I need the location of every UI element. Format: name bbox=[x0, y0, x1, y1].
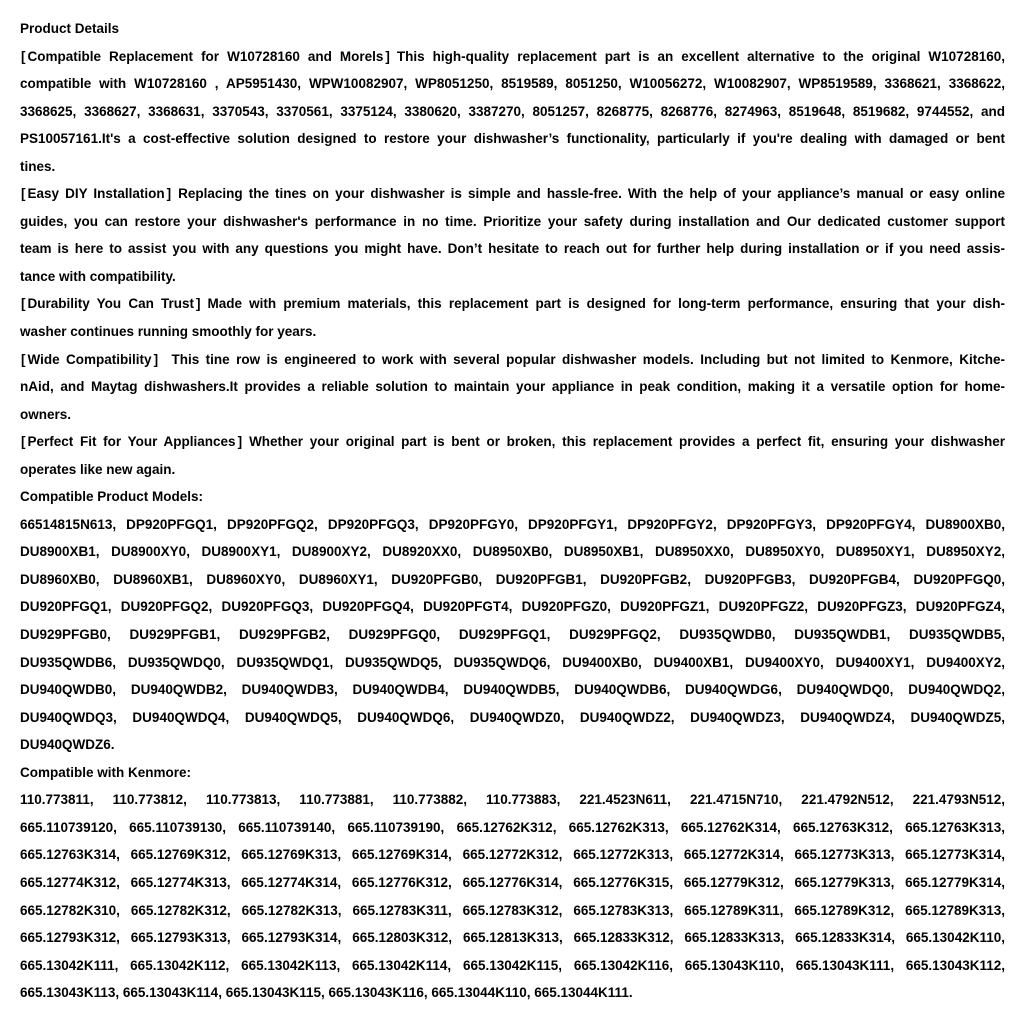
models-line-7: DU940QWDB0, DU940QWDB2, DU940QWDB3, DU940QWDB4, DU940QWDB5, DU940QWDB6, DU940QWDG6, DU940QWDQ0, DU940QWDQ2, bbox=[20, 682, 1005, 698]
right-lenticular-bracket: ] bbox=[166, 186, 172, 202]
models-line-2: DU8900XB1, DU8900XY0, DU8900XY1, DU8900XY2, DU8920XX0, DU8950XB0, DU8950XB1, DU8950XX0, DU8950XY0, DU8950XY1, DU8950XY2, bbox=[20, 544, 1005, 560]
models-line-3: DU8960XB0, DU8960XB1, DU8960XY0, DU8960XY1, DU920PFGB0, DU920PFGB1, DU920PFGB2, DU920PFGB3, DU920PFGB4, DU920PFGQ0, bbox=[20, 571, 1005, 587]
kenmore-line-3: 665.12763K314, 665.12769K312, 665.12769K313, 665.12769K314, 665.12772K312, 665.12772K313, 665.12772K314, 665.12773K313, 665.12773K314, bbox=[20, 847, 1005, 863]
bullet-easy-diy-installation-line-3: team is here to assist you with any questions you might have. Don’t hesitate to reach out for further help during installation or if you need assis- bbox=[20, 241, 1005, 257]
models-line-1: 66514815N613, DP920PFGQ1, DP920PFGQ2, DP920PFGQ3, DP920PFGY0, DP920PFGY1, DP920PFGY2, DP920PFGY3, DP920PFGY4, DU8900XB0, bbox=[20, 516, 1005, 532]
kenmore-line-1: 110.773811, 110.773812, 110.773813, 110.773881, 110.773882, 110.773883, 221.4523N611, 221.4715N710, 221.4792N512, 221.4793N512, bbox=[20, 792, 1005, 808]
right-lenticular-bracket: ] bbox=[385, 48, 390, 64]
bullet-compatible-replacement-line-3: 3368625, 3368627, 3368631, 3370543, 3370561, 3375124, 3380620, 3387270, 8051257, 8268775, 8268776, 8274963, 8519648, 8519682, 9744552, and bbox=[20, 103, 1005, 119]
models-line-8: DU940QWDQ3, DU940QWDQ4, DU940QWDQ5, DU940QWDQ6, DU940QWDZ0, DU940QWDZ2, DU940QWDZ3, DU940QWDZ4, DU940QWDZ5, bbox=[20, 709, 1005, 725]
left-lenticular-bracket: [ bbox=[21, 48, 26, 64]
bullet-perfect-fit-line-2: operates like new again. bbox=[20, 461, 176, 477]
right-lenticular-bracket: ] bbox=[237, 434, 243, 450]
bullet-compatible-replacement-line-2: compatible with W10728160 , AP5951430, WPW10082907, WP8051250, 8519589, 8051250, W10056272, W10082907, WP8519589, 3368621, 3368622, bbox=[20, 76, 1005, 92]
bullet-easy-diy-installation-line-1: [ Easy DIY Installation ] Replacing the tines on your dishwasher is simple and hassle-free. With the help of your appliance’s manual or easy online bbox=[21, 186, 1005, 202]
models-line-5: DU929PFGB0, DU929PFGB1, DU929PFGB2, DU929PFGQ0, DU929PFGQ1, DU929PFGQ2, DU935QWDB0, DU935QWDB1, DU935QWDB5, bbox=[20, 627, 1005, 643]
bullet-easy-diy-installation-line-4: tance with compatibility. bbox=[20, 268, 176, 284]
bullet-durability-line-2: washer continues running smoothly for years. bbox=[20, 324, 317, 340]
bullet-wide-compatibility-line-3: owners. bbox=[20, 406, 72, 422]
models-line-6: DU935QWDB6, DU935QWDQ0, DU935QWDQ1, DU935QWDQ5, DU935QWDQ6, DU9400XB0, DU9400XB1, DU9400XY0, DU9400XY1, DU9400XY2, bbox=[20, 654, 1005, 670]
bullet-wide-compatibility-line-2: nAid, and Maytag dishwashers.It provides a reliable solution to maintain your appliance in peak condition, making it a versatile option for home- bbox=[20, 379, 1005, 395]
bullet-perfect-fit-line-1: [ Perfect Fit for Your Appliances ] Whether your original part is bent or broken, this replacement provides a perfect fit, ensuring your dishwasher bbox=[21, 434, 1005, 450]
kenmore-line-7: 665.13042K111, 665.13042K112, 665.13042K113, 665.13042K114, 665.13042K115, 665.13042K116, 665.13043K110, 665.13043K111, 665.13043K112, bbox=[20, 957, 1005, 973]
left-lenticular-bracket: [ bbox=[21, 296, 26, 312]
kenmore-line-2: 665.110739120, 665.110739130, 665.110739140, 665.110739190, 665.12762K312, 665.12762K313, 665.12762K314, 665.12763K312, 665.12763K313, bbox=[20, 819, 1005, 835]
bullet-durability-line-1: [ Durability You Can Trust ] Made with premium materials, this replacement part is designed for long-term performance, ensuring that your dish- bbox=[21, 296, 1005, 312]
right-lenticular-bracket: ] bbox=[153, 351, 159, 367]
models-line-9: DU940QWDZ6. bbox=[20, 737, 115, 753]
bullet-easy-diy-installation-line-2: guides, you can restore your dishwasher's performance in no time. Prioritize your safety during installation and Our dedicated customer support bbox=[20, 213, 1005, 229]
compatible-kenmore-heading: Compatible with Kenmore: bbox=[20, 764, 192, 780]
bullet-compatible-replacement-line-4: PS10057161.It's a cost-effective solution designed to restore your dishwasher’s functionality, particularly if you're dealing with damaged or bent bbox=[20, 131, 1005, 147]
bullet-wide-compatibility-line-1: [ Wide Compatibility ] This tine row is engineered to work with several popular dishwasher models. Including but not limited to Kenmore, Kitche- bbox=[21, 351, 1005, 367]
bullet-compatible-replacement-line-1: [ Compatible Replacement for W10728160 and Morels ] This high-quality replacement part is an excellent alternative to the original W10728160, bbox=[21, 48, 1005, 64]
right-lenticular-bracket: ] bbox=[196, 296, 201, 312]
bullet-compatible-replacement-line-5: tines. bbox=[20, 158, 56, 174]
kenmore-line-8: 665.13043K113, 665.13043K114, 665.13043K115, 665.13043K116, 665.13044K110, 665.13044K111. bbox=[20, 985, 633, 1001]
left-lenticular-bracket: [ bbox=[21, 434, 26, 450]
left-lenticular-bracket: [ bbox=[21, 186, 26, 202]
kenmore-line-4: 665.12774K312, 665.12774K313, 665.12774K314, 665.12776K312, 665.12776K314, 665.12776K315, 665.12779K312, 665.12779K313, 665.12779K314, bbox=[20, 874, 1005, 890]
kenmore-line-5: 665.12782K310, 665.12782K312, 665.12782K313, 665.12783K311, 665.12783K312, 665.12783K313, 665.12789K311, 665.12789K312, 665.12789K313, bbox=[20, 902, 1005, 918]
page-title: Product Details bbox=[20, 21, 120, 36]
models-line-4: DU920PFGQ1, DU920PFGQ2, DU920PFGQ3, DU920PFGQ4, DU920PFGT4, DU920PFGZ0, DU920PFGZ1, DU920PFGZ2, DU920PFGZ3, DU920PFGZ4, bbox=[20, 599, 1005, 615]
left-lenticular-bracket: [ bbox=[21, 351, 26, 367]
compatible-models-heading: Compatible Product Models: bbox=[20, 489, 204, 505]
kenmore-line-6: 665.12793K312, 665.12793K313, 665.12793K314, 665.12803K312, 665.12813K313, 665.12833K312, 665.12833K313, 665.12833K314, 665.13042K110, bbox=[20, 930, 1005, 946]
